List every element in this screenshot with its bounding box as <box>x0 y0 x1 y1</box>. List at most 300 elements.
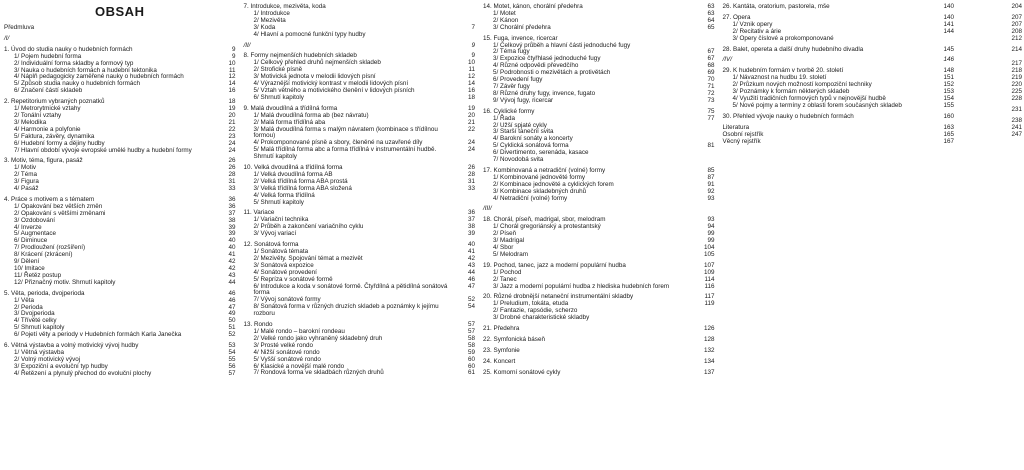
toc-entry-title: 1/ Věta <box>14 296 34 304</box>
toc-page-number: 56 <box>228 362 236 370</box>
toc-entry-title: 3/ Chorální předehra <box>493 23 551 31</box>
toc-entry-title: 3/ Prosté velké rondo <box>253 341 314 349</box>
toc-entry-title: 4/ Náplň pedagogicky zaměřené nauky o hudebních formách <box>14 73 184 81</box>
toc-page-number: 42 <box>228 265 236 272</box>
toc-page-number: 19 <box>228 105 236 113</box>
toc-entry-title: 7. Introdukce, mezivěta, koda <box>243 3 326 10</box>
toc-entry-title: 3/ Nauka o hudebních formách a hudební tektonika <box>14 66 157 74</box>
toc-entry-title: 24. Koncert <box>483 357 516 365</box>
toc-page-number: 26 <box>228 164 236 172</box>
toc-entry <box>962 36 1022 43</box>
toc-entry-title: 3/ Velká třídílná forma ABA složená <box>253 184 352 192</box>
toc-entry-title: 2/ Tanec <box>493 275 517 283</box>
toc-entry-title: 5/ Malá třídílná forma abc a forma třídílná v instrumentální hudbě. Shrnutí kapitoly <box>253 146 437 161</box>
toc-entry-title: 1/ Celkový průběh a hlavní části jednoduché fugy <box>493 41 631 49</box>
toc-entry-title: 3/ Malá dvoudílná forma s malým návratem (kombinace s třídílnou formou) <box>253 125 438 140</box>
toc-entry-title: Věcný rejstřík <box>722 137 761 145</box>
toc-entry <box>244 370 476 377</box>
toc-page-number: 14 <box>467 80 475 88</box>
toc-entry-title: 6. Větná výstavba a volný motivický vývoj hudby <box>4 342 139 350</box>
toc-entry-title: 3/ Ozdobování <box>14 216 55 224</box>
toc-page-number: 9 <box>231 52 236 60</box>
toc-page-number: 85 <box>707 166 715 174</box>
toc-page-number: 140 <box>943 3 954 10</box>
toc-entry-title: 3/ Expozice čtyřhlasé jednoduché fugy <box>493 55 601 63</box>
toc-entry <box>244 147 476 161</box>
toc-page-number: 37 <box>228 209 236 217</box>
toc-entry-title: 1/ Motiv <box>14 164 37 172</box>
toc-page-number: 47 <box>467 282 475 290</box>
toc-entry-title: 1/ Velká dvoudílná forma AB <box>253 170 333 178</box>
toc-page-number: 128 <box>703 335 715 343</box>
toc-page-number: 39 <box>228 230 236 238</box>
toc-entry-title: 5/ Repríza v sonátové formě <box>253 275 333 283</box>
toc-entry <box>4 186 236 193</box>
toc-entry <box>244 127 476 141</box>
toc-page-number: 26 <box>467 164 475 172</box>
toc-page-number: 94 <box>707 223 715 231</box>
toc-page-number: 61 <box>467 369 475 377</box>
toc-page-number: 153 <box>943 88 954 96</box>
toc-page-number: 51 <box>228 324 236 332</box>
toc-page-number: 53 <box>228 342 236 350</box>
toc-page-number: 10 <box>467 59 475 67</box>
toc-entry-title: 1/ Větná výstavba <box>14 348 65 356</box>
toc-page-number: 152 <box>943 81 954 89</box>
toc-page-number: 134 <box>703 357 715 365</box>
toc-page-number: 41 <box>228 251 236 259</box>
toc-entry-title: 8. Formy nejmenších hudebních skladeb <box>243 52 357 60</box>
toc-entry-title: 8/ Krácení (zkrácení) <box>14 251 73 259</box>
toc-page-number: 220 <box>1011 81 1022 89</box>
toc-page-number: 55 <box>228 355 236 363</box>
toc-entry-title: 7/ Prodloužení (rozšíření) <box>14 244 86 252</box>
toc-page-number: 231 <box>1011 105 1022 113</box>
toc-entry-title: 3/ Drobné charakteristické skladby <box>493 314 590 322</box>
toc-entry-title: 8/ Sonátová forma v různých druzích skladeb a poznámky k jejímu rozboru <box>253 303 439 318</box>
toc-entry-title: 9/ Dělení <box>14 258 40 266</box>
toc-entry-title: 2/ Malá forma třídílná aba <box>253 118 326 126</box>
toc-entry <box>483 238 715 245</box>
toc-entry-title: 14. Motet, kánon, chorální předehra <box>483 3 583 10</box>
toc-entry-title: 2/ Volný motivický vývoj <box>14 355 81 363</box>
toc-page-number: 33 <box>228 185 236 193</box>
toc-page-number: 132 <box>703 346 715 354</box>
toc-entry-title: 2/ Mezivěty. Spojování témat a mezivět <box>253 254 363 262</box>
toc-page-number: 64 <box>707 16 715 24</box>
toc-entry-title: 1/ Vznik opery <box>732 20 773 28</box>
toc-page-number: 21 <box>228 118 236 126</box>
toc-page-number: 44 <box>467 268 475 276</box>
toc-entry-title: 6/ Divertimento, serenáda, kasace <box>493 149 589 157</box>
toc-section <box>244 43 476 50</box>
toc-entry-title: 3/ Madrigal <box>493 237 525 245</box>
toc-section <box>723 57 955 64</box>
toc-entry-title: 7/ Závěr fugy <box>493 82 530 90</box>
toc-page-number: 65 <box>707 23 715 31</box>
toc-entry-title: 5/ Nové pojmy a termíny z oblasti forem současných skladeb <box>732 101 902 109</box>
toc-entry-title: 1/ Pochod <box>493 268 522 276</box>
toc-page-number: 91 <box>707 180 715 188</box>
toc-page-number: 54 <box>228 348 236 356</box>
toc-page-number: 73 <box>707 96 715 104</box>
toc-page-number: 67 <box>707 55 715 63</box>
toc-page-number: 77 <box>707 114 715 122</box>
toc-page-number: 126 <box>703 325 715 333</box>
toc-entry-title: /I/ <box>4 34 10 42</box>
toc-page-number: 31 <box>467 177 475 185</box>
toc-page-number: 241 <box>1011 123 1022 131</box>
toc-page-number: 36 <box>467 209 475 217</box>
toc-page-number: 63 <box>707 9 715 17</box>
toc-page-number: 109 <box>703 268 715 276</box>
toc-page-number: 9 <box>231 45 236 53</box>
toc-page-number: 247 <box>1011 130 1022 138</box>
toc-page-number: 40 <box>228 244 236 252</box>
toc-entry-title: 4/ Barokní sonáty a koncerty <box>493 135 573 143</box>
toc-page-number: 228 <box>1011 94 1022 102</box>
toc-page-number: 38 <box>467 223 475 231</box>
toc-entry-title: 7/ Rondová forma ve skladbách různých druhů <box>253 369 384 377</box>
toc-page-number: 11 <box>468 66 475 74</box>
toc-entry-title: 3/ Jazz a moderní populární hudba z hlediska hudebních forem <box>493 282 670 290</box>
toc-page-number: 52 <box>467 296 475 304</box>
toc-column-4 <box>723 4 955 470</box>
toc-page-number: 24 <box>228 139 236 147</box>
toc-page-number: 49 <box>228 310 236 318</box>
toc-entry-title: 1/ Pojem hudební forma <box>14 52 82 60</box>
toc-column-5 <box>962 4 1022 470</box>
toc-chapter <box>4 291 236 298</box>
toc-entry-title: 1/ Opakování bez větších změn <box>14 202 103 210</box>
toc-page-number: 18 <box>467 93 475 101</box>
toc-entry-title: 4/ Sbor <box>493 244 514 251</box>
toc-entry-title: /IV/ <box>722 56 732 64</box>
toc-entries <box>723 4 955 145</box>
toc-entry <box>483 315 715 322</box>
toc-entry-title: 4/ Prokomponované písně a sbory, členěné na uzavřené díly <box>253 139 423 147</box>
toc-entry-title: 6/ Hudební formy a dějiny hudby <box>14 139 105 147</box>
toc-entry-title: 10. Velká dvoudílná a třídílná forma <box>243 164 343 172</box>
toc-page-number: 28 <box>228 171 236 179</box>
toc-page-number: 87 <box>707 173 715 181</box>
toc-page-number: 60 <box>467 355 475 363</box>
toc-page-number: 67 <box>707 48 715 56</box>
toc-entry-title: 6/ Introdukce a koda v sonátové formě. Čtyřdílná a pětidílná sonátová forma <box>253 282 448 297</box>
toc-entry <box>244 284 476 298</box>
toc-entry-title: 9. Malá dvoudílná a třídílná forma <box>243 104 338 112</box>
toc-entry-title: 3/ Motivická jednota v melodii lidových písní <box>253 73 376 81</box>
toc-page-number: 23 <box>228 132 236 140</box>
toc-page-number: 52 <box>228 331 236 339</box>
toc-entry-title: 2/ Recitativ a árie <box>732 27 782 35</box>
toc-entry-title: 11/ Řetěz postup <box>14 271 62 279</box>
toc-entries <box>4 25 236 378</box>
toc-page-number: 42 <box>228 258 236 266</box>
toc-entry-title: 18. Chorál, píseň, madrigal, sbor, melodram <box>483 216 606 224</box>
toc-entry-title: 7/ Novodobá svita <box>493 156 544 164</box>
toc-entry-title: 3/ Poznámky k formám některých skladeb <box>732 88 850 96</box>
toc-page-number: 119 <box>704 300 715 308</box>
toc-entry <box>483 224 715 231</box>
toc-page-number: 43 <box>467 261 475 269</box>
toc-page-number: 114 <box>704 275 715 283</box>
toc-entry <box>723 139 955 146</box>
toc-entry-title: 1/ Sonátová témata <box>253 248 309 255</box>
toc-entry-title: 5/ Faktura, závěry, dynamika <box>14 132 95 140</box>
toc-page-number: 39 <box>467 230 475 238</box>
toc-entry-title: 25. Komorní sonátové cykly <box>483 368 561 376</box>
toc-page-number: 28 <box>467 170 475 178</box>
toc-page-number: 146 <box>943 56 954 64</box>
toc-page-number: 40 <box>228 237 236 245</box>
toc-entry-title: 1/ Kombinované jednověté formy <box>493 173 586 181</box>
toc-entry-title: 8/ Různé druhy fugy, invence, fugato <box>493 89 596 97</box>
toc-section <box>4 36 236 43</box>
toc-entry-title: 5/ Vyšší sonátové rondo <box>253 355 321 363</box>
toc-page-number: 36 <box>228 202 236 210</box>
toc-entry <box>4 371 236 378</box>
toc-page-number: 9 <box>471 52 475 60</box>
toc-entry-title: 6/ Provedení fugy <box>493 76 543 84</box>
toc-chapter <box>723 47 955 54</box>
toc-page-number: 50 <box>228 317 236 325</box>
toc-page-number: 117 <box>704 293 715 301</box>
toc-entry-title: Literatura <box>722 123 750 131</box>
toc-page-number: 39 <box>228 223 236 231</box>
toc-entry <box>483 252 715 259</box>
toc-page-number: 16 <box>228 87 236 95</box>
toc-entry-title: 7/ Hlavní období vývoje evropské umělé hudby a hudební formy <box>14 146 192 154</box>
toc-entry-title: 5/ Shrnutí kapitoly <box>253 198 304 206</box>
toc-entry-title: 4/ Využití tradičních formových typů v nejnovější hudbě <box>732 94 886 102</box>
toc-entry <box>244 18 476 25</box>
toc-page-number: 41 <box>467 248 475 255</box>
toc-page-number: 204 <box>1011 3 1022 10</box>
toc-page-number: 37 <box>467 216 475 224</box>
toc-page-number: 47 <box>228 303 236 311</box>
toc-page-number: 42 <box>467 254 475 262</box>
toc-entries <box>244 4 476 377</box>
toc-chapter <box>962 47 1022 54</box>
toc-entry-title: 1/ Návaznost na hudbu 19. století <box>732 74 827 82</box>
toc-page-number: 160 <box>943 112 954 120</box>
toc-entry-title: 11. Variace <box>243 209 275 217</box>
toc-entry-title: 2/ Tonální vztahy <box>14 111 62 119</box>
toc-entry-title: 1/ Introdukce <box>253 9 290 17</box>
toc-entry <box>4 148 236 155</box>
toc-page-number: 46 <box>228 289 236 297</box>
toc-page-number: 31 <box>228 178 236 186</box>
toc-page-number: 57 <box>467 327 475 335</box>
toc-page-number: 212 <box>1011 34 1022 42</box>
toc-page-number: 69 <box>707 69 715 77</box>
toc-chapter <box>4 158 236 165</box>
toc-entry-title: 3. Motiv, téma, figura, pasáž <box>4 157 83 165</box>
toc-entry <box>483 157 715 164</box>
toc-chapter <box>483 326 715 333</box>
toc-page-number: 10 <box>228 59 236 67</box>
toc-entry-title: /III/ <box>483 205 492 213</box>
toc-entry-title: 7/ Vývoj sonátové formy <box>253 296 321 304</box>
toc-entry-title: 19. Pochod, tanec, jazz a moderní populární hudba <box>483 261 626 269</box>
toc-entry-title: 3/ Koda <box>253 23 276 31</box>
toc-entry-title: 1/ Variační technika <box>253 216 309 224</box>
toc-entry <box>4 332 236 339</box>
toc-page-number: 81 <box>707 142 715 150</box>
toc-entry-title: 4/ Harmonie a polyfonie <box>14 125 81 133</box>
toc-page-number: 58 <box>467 334 475 342</box>
toc-entry-title: 12/ Přiznačný motiv. Shrnutí kapitoly <box>14 278 116 286</box>
toc-entry-title: 5/ Způsob studia nauky o hudebních formách <box>14 80 141 88</box>
toc-page-number: 145 <box>943 45 954 53</box>
toc-entry <box>483 196 715 203</box>
toc-entry-title: 5/ Vztah větného a motivického členění v lidových písních <box>253 86 415 94</box>
toc-entry-title: 4/ Pasáž <box>14 185 39 193</box>
toc-page-number: 12 <box>228 73 236 81</box>
toc-entry-title: 1/ Malé rondo – barokní rondeau <box>253 327 345 335</box>
toc-entry-title: 2/ Strofické písně <box>253 66 303 74</box>
page-title: OBSAH <box>95 4 145 19</box>
toc-chapter <box>483 370 715 377</box>
toc-entry-title: 6/ Klasické a novější malé rondo <box>253 362 345 370</box>
toc-entry <box>483 98 715 105</box>
toc-page-number: 140 <box>943 13 954 21</box>
toc-page-number: 22 <box>467 125 475 133</box>
toc-page-number: 26 <box>228 157 236 165</box>
toc-page-number: 92 <box>707 187 715 195</box>
toc-entry-title: 6/ Shrnutí kapitoly <box>253 93 304 101</box>
toc-page-number: 68 <box>707 62 715 70</box>
toc-page-number: 20 <box>228 111 236 119</box>
toc-entry-title: 23. Symfonie <box>483 346 520 354</box>
toc-page-number: 93 <box>707 216 715 224</box>
toc-entries <box>483 4 715 377</box>
toc-page-number: 12 <box>467 73 475 81</box>
toc-entry-title: 2/ Průzkum nových možností kompoziční techniky <box>732 81 872 89</box>
toc-entry-title: 29. K hudebním formám v tvorbě 20. století <box>722 67 844 75</box>
toc-page-number: 167 <box>943 137 954 145</box>
toc-page-number: 24 <box>228 146 236 154</box>
toc-page-number: 217 <box>1011 60 1022 68</box>
toc-page-number: 105 <box>703 250 715 258</box>
toc-page-number: 19 <box>467 104 475 112</box>
toc-entry <box>962 96 1022 103</box>
toc-entry-title: 3/ Melodika <box>14 118 47 126</box>
toc-page-number: 225 <box>1011 88 1022 96</box>
toc-entry <box>962 132 1022 139</box>
toc-entry-title: 10/ Imitace <box>14 265 45 272</box>
toc-entry-title: 15. Fuga, invence, ricercar <box>483 34 558 42</box>
toc-chapter <box>483 4 715 11</box>
toc-entry <box>4 165 236 172</box>
toc-page-number: 58 <box>467 341 475 349</box>
toc-page-number: 154 <box>943 94 954 102</box>
toc-entry-title: Osobní rejstřík <box>722 130 764 138</box>
toc-entry-title: 6/ Pojetí věty a periody v Hudebních formách Karla Janečka <box>14 331 182 339</box>
toc-entry <box>483 25 715 32</box>
toc-page-number: 57 <box>467 321 475 329</box>
toc-page-number: 70 <box>707 76 715 84</box>
toc-entry-title: 28. Balet, opereta a další druhy hudebního divadla <box>722 45 864 53</box>
toc-entry-title: 27. Opera <box>722 13 751 21</box>
toc-entry <box>4 88 236 95</box>
toc-entry-title: 3/ Starší taneční svita <box>493 128 554 136</box>
toc-entry <box>244 304 476 318</box>
toc-entry <box>4 179 236 186</box>
toc-page-number: 54 <box>467 303 475 311</box>
toc-entry-title: 2/ Fantazie, rapsódie, scherzo <box>493 307 578 315</box>
toc-entry <box>244 231 476 238</box>
toc-page-number: 93 <box>707 194 715 202</box>
toc-chapter <box>962 107 1022 114</box>
toc-entry-title: 17. Kombinovaná a netradiční (volné) formy <box>483 166 606 174</box>
toc-column-3 <box>483 4 715 470</box>
toc-entry-title: 12. Sonátová forma <box>243 241 299 249</box>
toc-entry-title: 4/ Inverze <box>14 223 42 231</box>
toc-page-number: 46 <box>467 275 475 283</box>
toc-page-number: 7 <box>471 23 475 31</box>
toc-chapter <box>483 109 715 116</box>
toc-column-2 <box>244 4 476 470</box>
toc-entry-title: 4/ Netradiční (volné) formy <box>493 194 568 202</box>
toc-entry-title: 5. Věta, perioda, dvojperioda <box>4 289 85 297</box>
toc-chapter <box>483 337 715 344</box>
toc-page-number: 71 <box>707 82 715 90</box>
toc-entry-title: 2/ Individuální forma skladby a formový typ <box>14 59 134 67</box>
toc-entry-title: 1/ Celkový přehled druhů nejmenších skladeb <box>253 59 381 67</box>
toc-entry-title: 2/ Průběh a zakončení variačního cyklu <box>253 223 364 231</box>
toc-page-number: 16 <box>467 86 475 94</box>
toc-entry-title: 2/ Perioda <box>14 303 43 311</box>
toc-entry <box>723 36 955 43</box>
toc-page-number: 24 <box>467 146 475 154</box>
toc-entry-title: 13. Rondo <box>243 321 273 329</box>
toc-page-number: 24 <box>467 139 475 147</box>
toc-entry-title: 20. Různé drobnější netaneční instrumentální skladby <box>483 293 634 301</box>
toc-entry-title: 4. Práce s motivem a s tématem <box>4 195 95 203</box>
toc-entry-title: 4/ Hlavní a pomocné funkční typy hudby <box>253 30 366 38</box>
toc-entry-title: 4/ Různé odpovědi převedčího <box>493 62 579 70</box>
toc-entries <box>962 4 1022 139</box>
toc-entry-title: 5/ Podrobnosti o mezivětách a protivětách <box>493 69 611 77</box>
toc-page-number: 99 <box>707 230 715 238</box>
toc-entry-title: 2/ Opakování s většími změnami <box>14 209 106 217</box>
toc-entry-title: 5/ Melodram <box>493 250 528 258</box>
toc-page-number: 137 <box>703 368 715 376</box>
toc-page-number: 155 <box>943 101 954 109</box>
toc-entry-title: 30. Přehled vývoje nauky o hudebních formách <box>722 112 854 120</box>
toc-entry-title: 3/ Expoziční a evoluční typ hudby <box>14 362 108 370</box>
toc-entry-title: 6/ Diminuce <box>14 237 48 245</box>
toc-chapter <box>483 359 715 366</box>
toc-entry-title: 1/ Metrorytmické vztahy <box>14 105 81 113</box>
toc-page-number: 72 <box>707 89 715 97</box>
toc-page-number: 207 <box>1011 20 1022 28</box>
toc-page-number: 44 <box>228 278 236 286</box>
toc-entry-title: 22. Symfonická báseň <box>483 335 545 343</box>
toc-entry-title: 1. Úvod do studia nauky o hudebních formách <box>4 45 133 53</box>
toc-entry-title: 16. Cyklické formy <box>483 107 535 115</box>
toc-chapter <box>483 348 715 355</box>
toc-page-number: 107 <box>703 261 715 269</box>
toc-page-number: 165 <box>943 130 954 138</box>
toc-entry <box>244 95 476 102</box>
toc-page-number: 218 <box>1011 67 1022 75</box>
toc-page-number: 57 <box>228 369 236 377</box>
toc-page-number: 99 <box>707 237 715 245</box>
toc-entry-title: 2/ Mezivěta <box>253 16 286 24</box>
